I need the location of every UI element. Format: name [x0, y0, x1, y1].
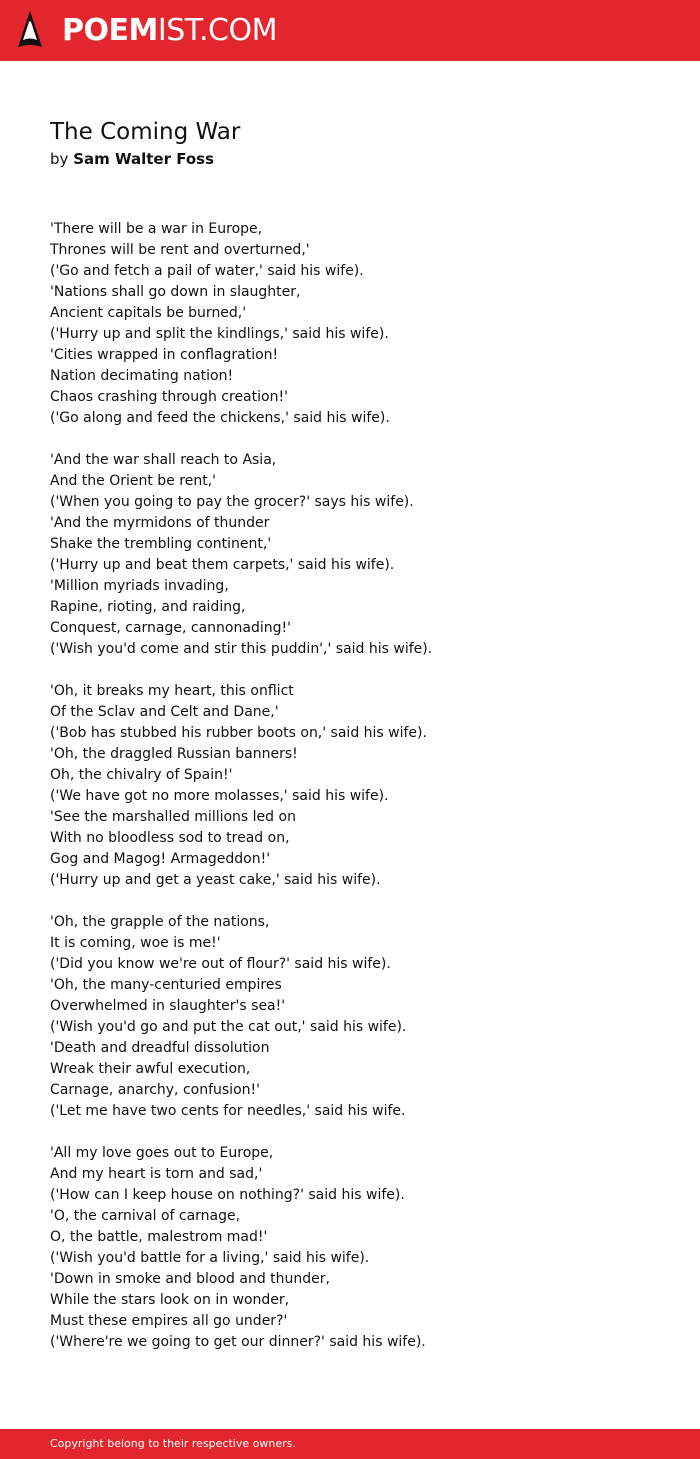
poem-line: 'Down in smoke and blood and thunder,: [50, 1271, 330, 1287]
poem-line: Conquest, carnage, cannonading!': [50, 620, 291, 636]
author-name: Sam Walter Foss: [73, 150, 215, 168]
poem-line: ('Did you know we're out of flour?' said his wife).: [50, 956, 391, 972]
poem-line: Carnage, anarchy, confusion!': [50, 1082, 260, 1098]
poem-line: 'Oh, the grapple of the nations,: [50, 914, 270, 930]
poem-line: ('How can I keep house on nothing?' said his wife).: [50, 1187, 405, 1203]
poem-line: Thrones will be rent and overturned,': [50, 242, 310, 258]
poem-line: And the Orient be rent,': [50, 473, 216, 489]
poem-byline: [50, 149, 214, 169]
poem-line: With no bloodless sod to tread on,: [50, 830, 290, 846]
poem-stanza: [50, 1143, 670, 1353]
poem-line: 'Nations shall go down in slaughter,: [50, 284, 301, 300]
copyright-text: Copyright belong to their respective owners.: [50, 1437, 296, 1450]
poem-line: Overwhelmed in slaughter's sea!': [50, 998, 286, 1014]
poem-line: 'See the marshalled millions led on: [50, 809, 296, 825]
poem-line: 'Death and dreadful dissolution: [50, 1040, 270, 1056]
poem-stanza: [50, 219, 670, 429]
poem-line: 'All my love goes out to Europe,: [50, 1145, 274, 1161]
poem-line: ('Where're we going to get our dinner?' said his wife).: [50, 1334, 426, 1350]
poem-line: ('Hurry up and get a yeast cake,' said his wife).: [50, 872, 381, 888]
poem-body: [50, 219, 670, 1374]
poem-line: Of the Sclav and Celt and Dane,': [50, 704, 279, 720]
poem-line: Wreak their awful execution,: [50, 1061, 251, 1077]
poem-line: 'And the war shall reach to Asia,: [50, 452, 277, 468]
poem-line: ('We have got no more molasses,' said his wife).: [50, 788, 389, 804]
poem-line: ('Wish you'd go and put the cat out,' said his wife).: [50, 1019, 407, 1035]
poem-line: 'Oh, the many-centuried empires: [50, 977, 282, 993]
by-label: by: [50, 150, 69, 168]
poem-stanza: [50, 681, 670, 891]
site-logo[interactable]: [62, 13, 277, 49]
poem-line: Rapine, rioting, and raiding,: [50, 599, 246, 615]
poem-line: 'There will be a war in Europe,: [50, 221, 263, 237]
poem-line: Oh, the chivalry of Spain!': [50, 767, 233, 783]
poem-stanza: [50, 450, 670, 660]
poem-line: It is coming, woe is me!': [50, 935, 221, 951]
poem-line: 'And the myrmidons of thunder: [50, 515, 270, 531]
poem-line: 'Oh, it breaks my heart, this onflict: [50, 683, 294, 699]
poem-line: Shake the trembling continent,': [50, 536, 272, 552]
poem-line: Nation decimating nation!: [50, 368, 234, 384]
poem-line: While the stars look on in wonder,: [50, 1292, 290, 1308]
poem-line: ('Wish you'd battle for a living,' said his wife).: [50, 1250, 370, 1266]
poem-line: ('Let me have two cents for needles,' said his wife.: [50, 1103, 406, 1119]
poem-line: ('Go along and feed the chickens,' said his wife).: [50, 410, 390, 426]
poem-line: Ancient capitals be burned,': [50, 305, 247, 321]
poem-line: ('Hurry up and split the kindlings,' said his wife).: [50, 326, 389, 342]
poem-line: Must these empires all go under?': [50, 1313, 288, 1329]
poem-line: 'Million myriads invading,: [50, 578, 229, 594]
poem-line: ('Go and fetch a pail of water,' said his wife).: [50, 263, 364, 279]
pencil-tip-icon[interactable]: [16, 9, 44, 51]
site-header: [0, 0, 700, 61]
poem-title: The Coming War: [50, 119, 241, 145]
brand-light: IST.COM: [157, 13, 277, 48]
poem-line: Chaos crashing through creation!': [50, 389, 288, 405]
poem-line: 'Oh, the draggled Russian banners!: [50, 746, 298, 762]
poem-line: ('Bob has stubbed his rubber boots on,' said his wife).: [50, 725, 427, 741]
poem-line: 'Cities wrapped in conflagration!: [50, 347, 279, 363]
poem-line: ('When you going to pay the grocer?' says his wife).: [50, 494, 414, 510]
poem-line: And my heart is torn and sad,': [50, 1166, 263, 1182]
poem-stanza: [50, 912, 670, 1122]
poem-line: Gog and Magog! Armageddon!': [50, 851, 271, 867]
brand-bold: POEM: [62, 13, 158, 48]
poem-line: ('Hurry up and beat them carpets,' said his wife).: [50, 557, 395, 573]
poem-line: 'O, the carnival of carnage,: [50, 1208, 241, 1224]
poem-line: ('Wish you'd come and stir this puddin',' said his wife).: [50, 641, 433, 657]
site-footer: [0, 1429, 700, 1459]
poem-line: O, the battle, malestrom mad!': [50, 1229, 268, 1245]
